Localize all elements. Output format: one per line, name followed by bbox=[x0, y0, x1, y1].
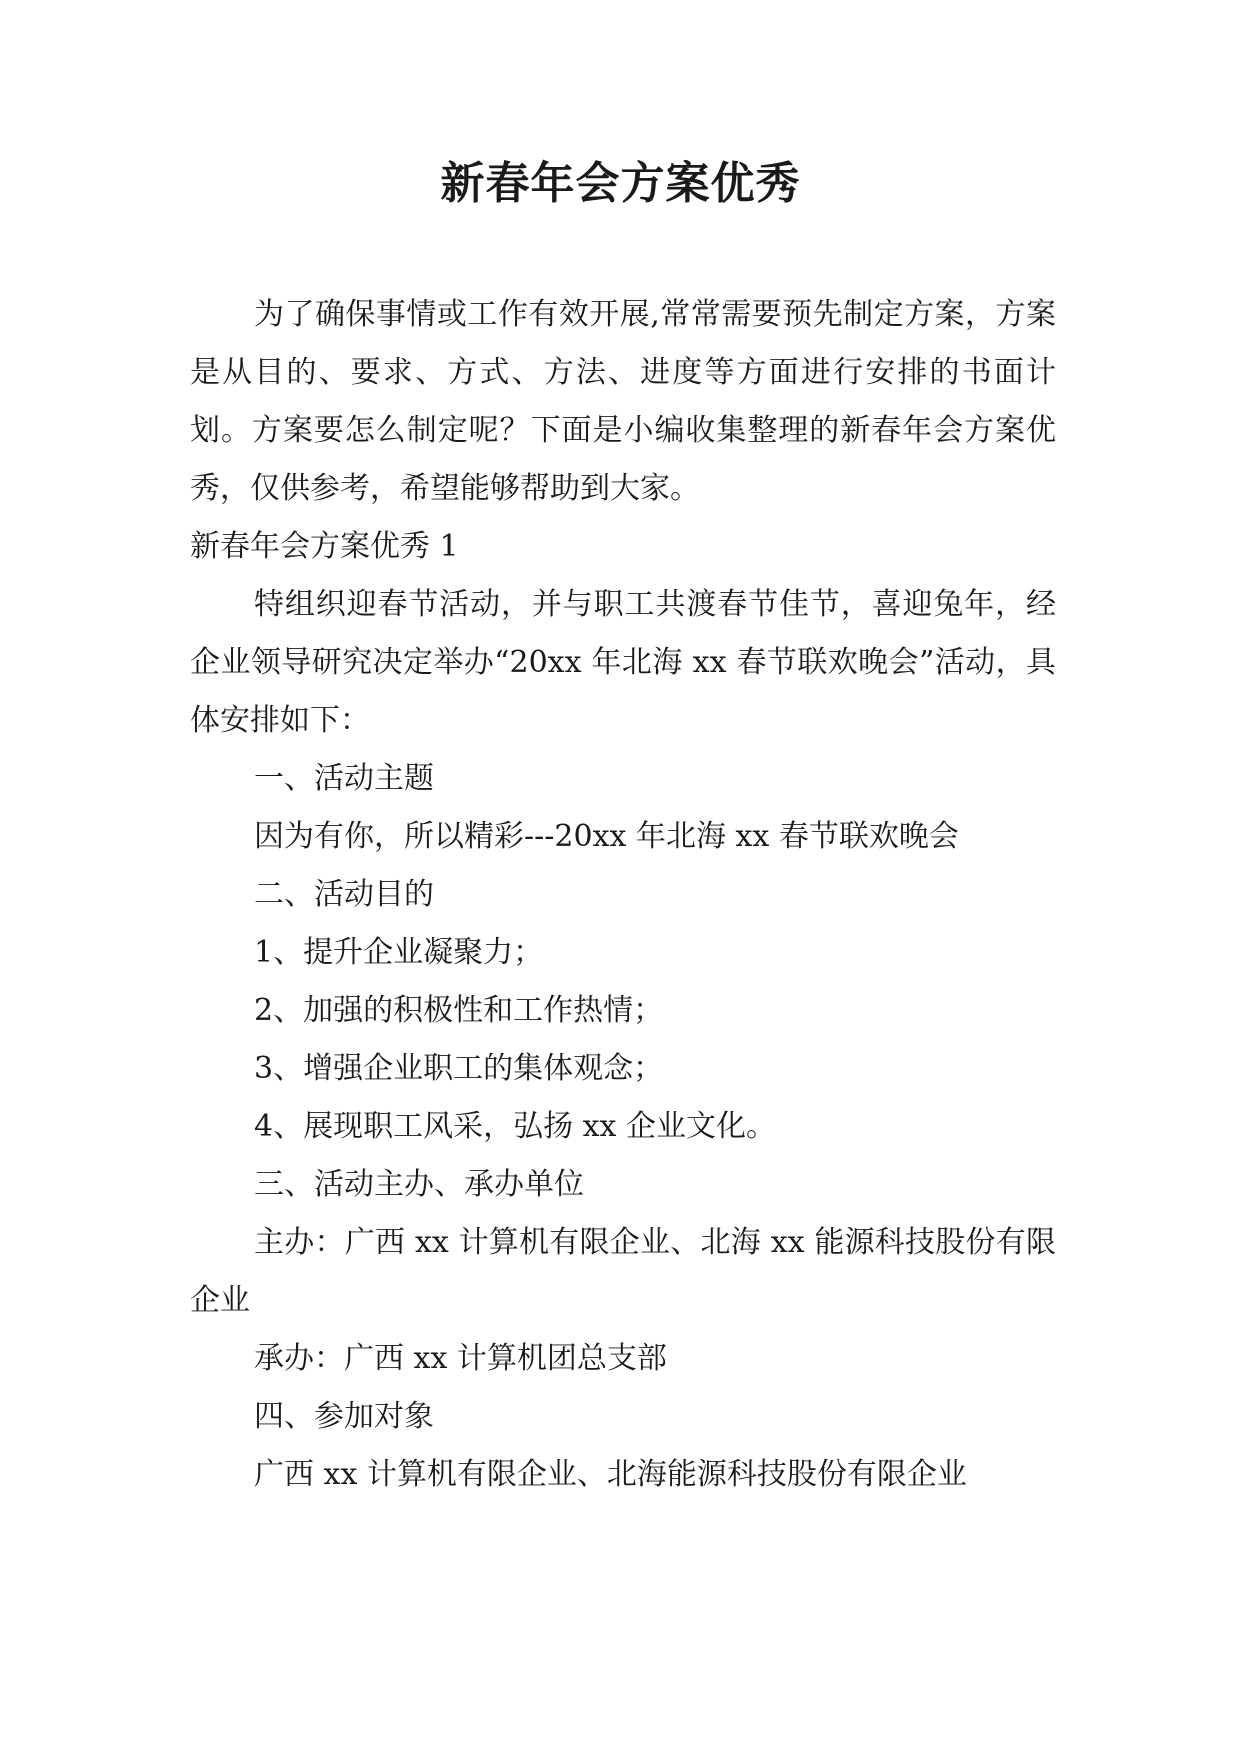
heading-activity-goals: 二、活动目的 bbox=[254, 877, 434, 912]
section-title: 新春年会方案优秀 1 bbox=[190, 529, 459, 564]
goal-item: 4、展现职工风采，弘扬 xx 企业文化。 bbox=[254, 1109, 776, 1144]
intro-paragraph: 为了确保事情或工作有效开展,常常需要预先制定方案，方案是从目的、要求、方式、方法、进度等方面进行安排的书面计划。方案要怎么制定呢？下面是小编收集整理的新春年会方案优秀，仅供参考，希望能够帮助到大家。 bbox=[190, 297, 1056, 506]
participants-text: 广西 xx 计算机有限企业、北海能源科技股份有限企业 bbox=[254, 1457, 967, 1492]
goal-item: 2、加强的积极性和工作热情； bbox=[254, 993, 664, 1028]
heading-activity-theme: 一、活动主题 bbox=[254, 761, 434, 796]
heading-hosts: 三、活动主办、承办单位 bbox=[254, 1167, 584, 1202]
goal-item: 3、增强企业职工的集体观念； bbox=[254, 1051, 664, 1086]
host-text: 主办：广西 xx 计算机有限企业、北海 xx 能源科技股份有限企业 bbox=[190, 1225, 1056, 1318]
heading-participants: 四、参加对象 bbox=[254, 1399, 434, 1434]
document-title: 新春年会方案优秀 bbox=[440, 158, 801, 209]
activity-theme-text: 因为有你，所以精彩---20xx 年北海 xx 春节联欢晚会 bbox=[254, 819, 959, 854]
section-intro-paragraph: 特组织迎春节活动，并与职工共渡春节佳节，喜迎兔年，经企业领导研究决定举办“20xx 年北海 xx 春节联欢晚会”活动，具体安排如下： bbox=[190, 587, 1056, 738]
organizer-text: 承办：广西 xx 计算机团总支部 bbox=[254, 1341, 667, 1376]
document-body bbox=[190, 286, 1056, 1504]
goal-item: 1、提升企业凝聚力； bbox=[254, 935, 544, 970]
